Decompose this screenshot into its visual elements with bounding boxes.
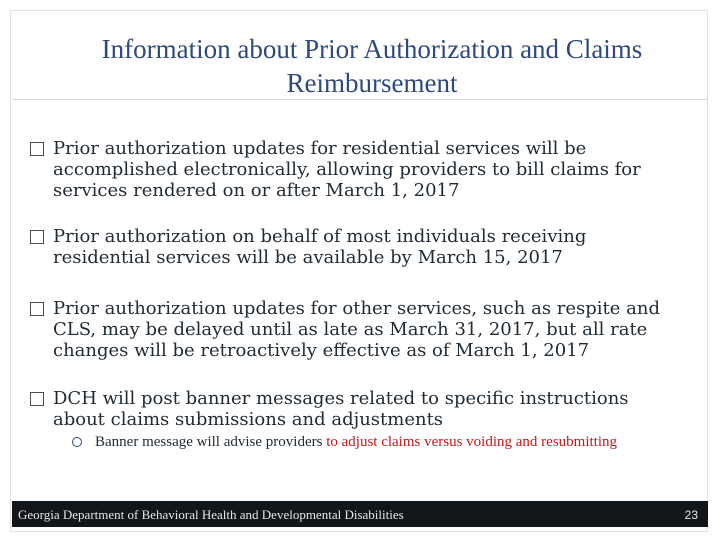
bullet-text: Prior authorization updates for other services, such as respite and CLS, may be delayed until as late as March 31, 2017, but all rate changes will be retroactively effective as of March 1, 2017 [53,298,660,361]
checkbox-bullet-icon [30,142,44,156]
checkbox-bullet-icon [30,392,44,406]
page-number: 23 [684,508,698,522]
slide-title: Information about Prior Authorization and Claims Reimbursement [101,34,643,98]
bullet-item [30,226,680,268]
circle-bullet-icon [72,437,82,447]
bullet-text: DCH will post banner messages related to specific instructions about claims submissions and adjustments [53,388,629,430]
bullet-item [30,138,680,201]
sub-bullet-highlight: to adjust claims versus voiding and resubmitting [326,434,618,450]
bullet-text: Prior authorization updates for residential services will be accomplished electronically, allowing providers to bill claims for services rendered on or after March 1, 2017 [53,138,641,201]
footer-org: Georgia Department of Behavioral Health and Developmental Disabilities [18,507,404,522]
bullet-item [30,388,680,430]
checkbox-bullet-icon [30,230,44,244]
bullet-text: Prior authorization on behalf of most individuals receiving residential services will be available by March 15, 2017 [53,226,587,268]
sub-bullet-text [72,434,672,450]
title-area [12,12,708,100]
sub-bullet-item [72,434,672,450]
checkbox-bullet-icon [30,302,44,316]
sub-bullet-prefix: Banner message will advise providers [95,434,327,450]
footer-bar [12,501,708,527]
bullet-item [30,298,680,361]
